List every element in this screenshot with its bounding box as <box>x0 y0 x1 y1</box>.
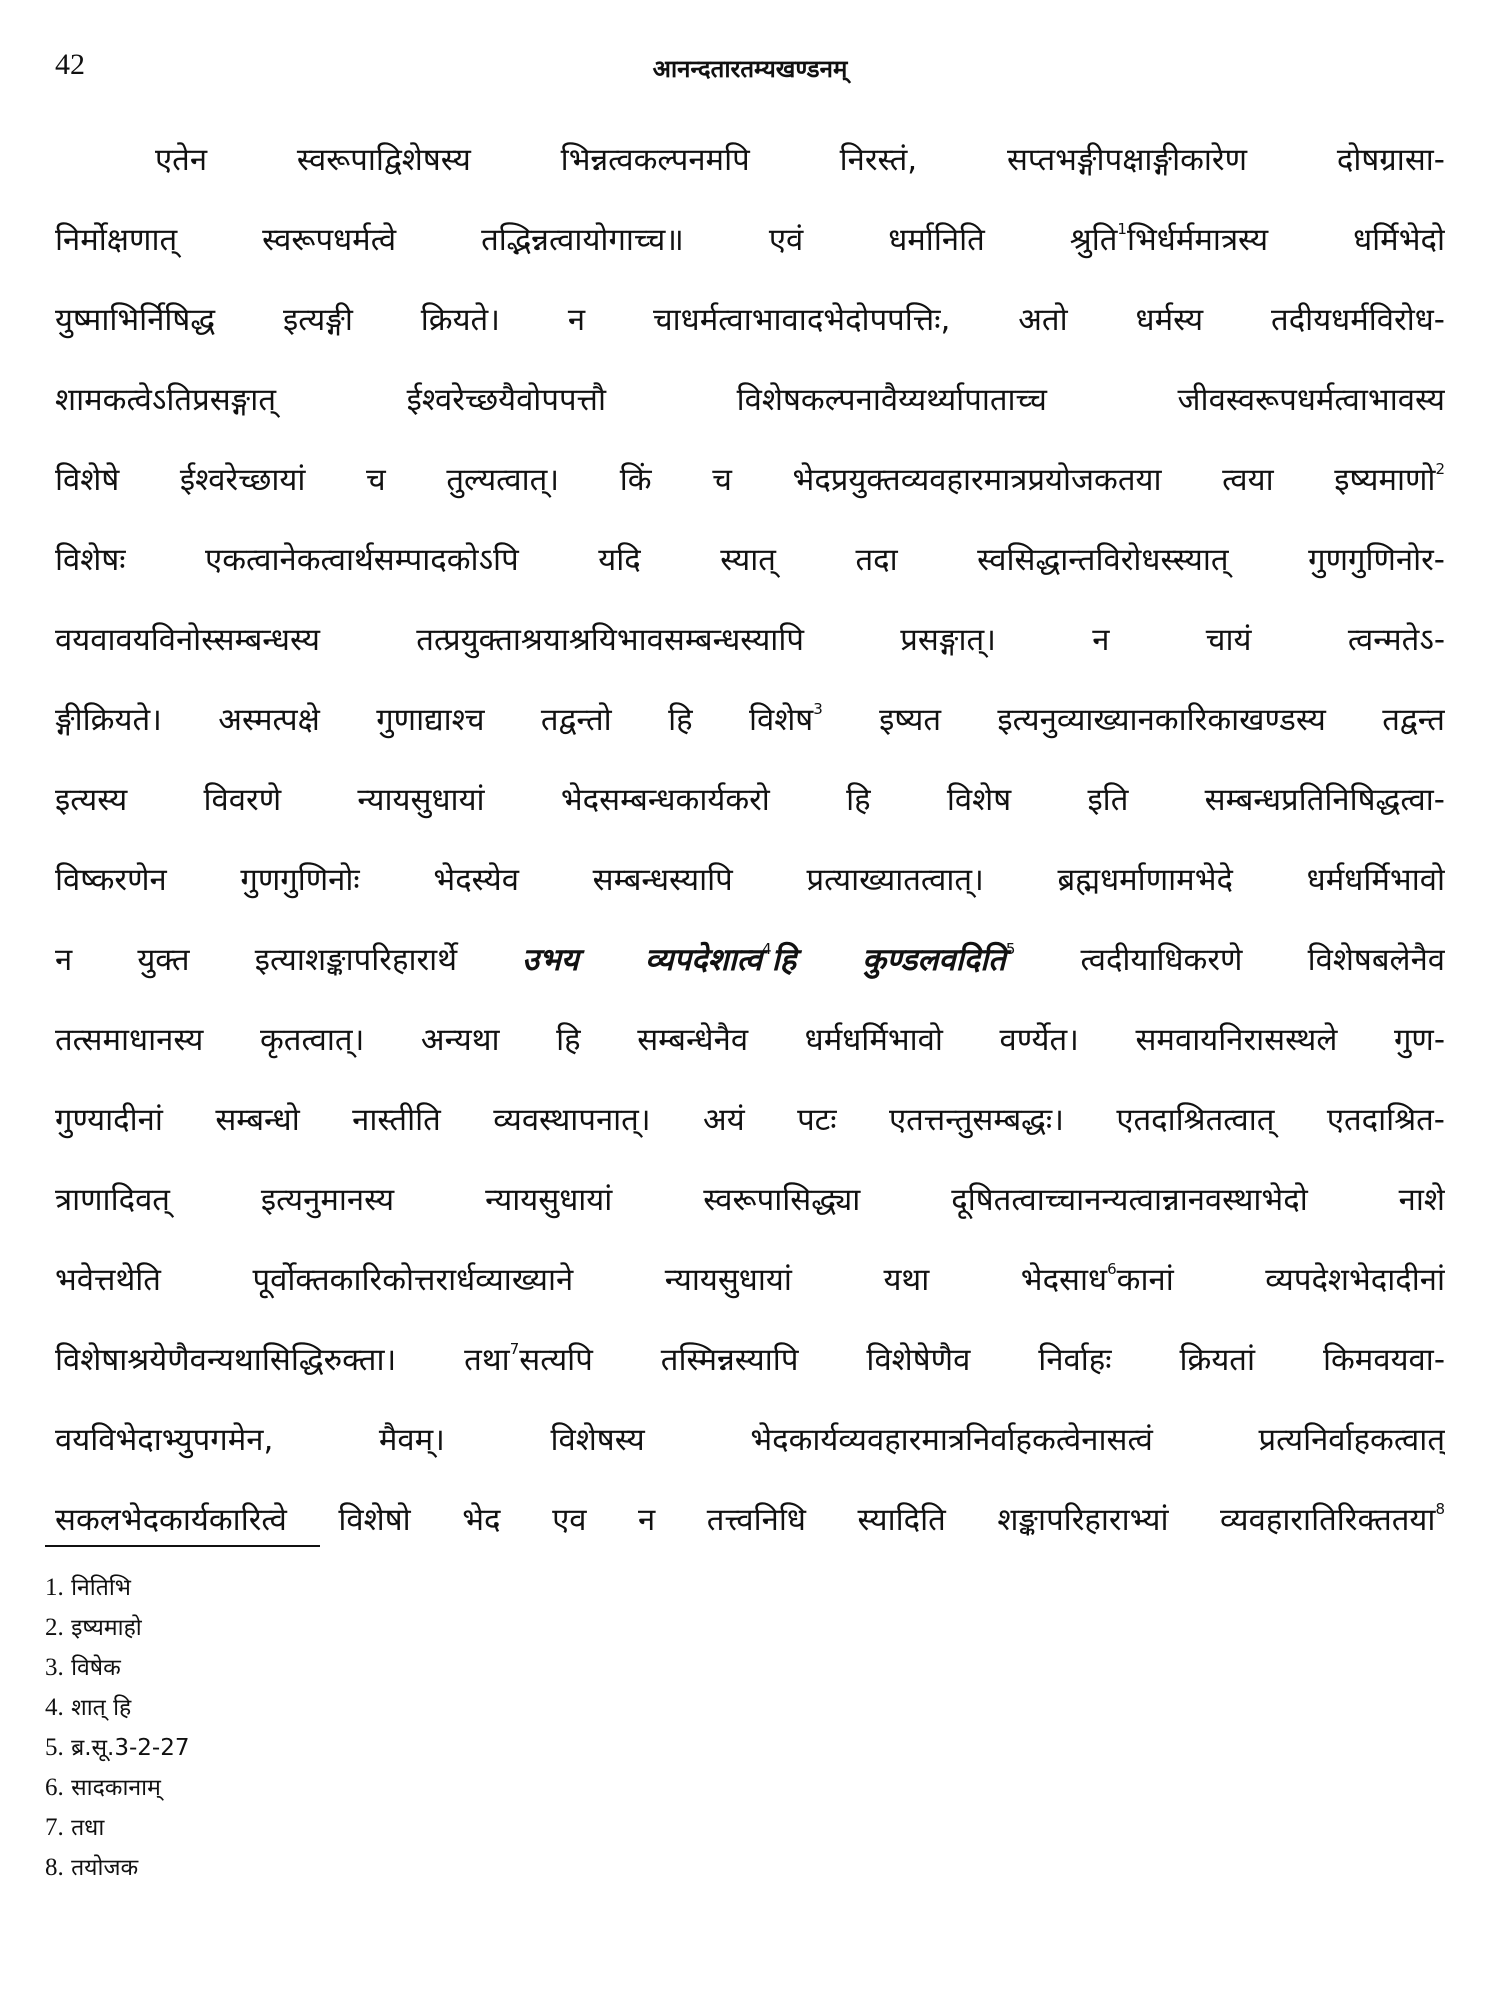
footnote-marker: 6 <box>1107 1260 1117 1278</box>
running-head: आनन्दतारतम्यखण्डनम् <box>652 55 848 83</box>
text-line: शामकत्वेऽतिप्रसङ्गात् ईश्वरेच्छयैवोपपत्तौ विशेषकल्पनावैय्यर्थ्यापाताच्च जीवस्वरूपधर्मत्वाभावस्य <box>55 382 1445 418</box>
text-line: निर्मोक्षणात् स्वरूपधर्मत्वे तद्भिन्नत्वायोगाच्च॥ एवं धर्मानिति श्रुति$^1$भिर्धर्ममात्रस्य धर्मिभेदो <box>55 220 1445 258</box>
footnote-item: 1. नितिभि <box>45 1574 131 1601</box>
footnote-marker: 2 <box>1435 460 1445 478</box>
text-line: त्राणादिवत् इत्यनुमानस्य न्यायसुधायां स्वरूपासिद्ध्या दूषितत्वाच्चानन्यत्वान्नानवस्थाभेदो नाशे <box>55 1182 1445 1218</box>
footnote-marker: 3 <box>813 700 823 718</box>
text-line: विशेषः एकत्वानेकत्वार्थसम्पादकोऽपि यदि स्यात् तदा स्वसिद्धान्तविरोधस्स्यात् गुणगुणिनोर- <box>55 542 1445 578</box>
text-line: एतेन स्वरूपाद्विशेषस्य भिन्नत्वकल्पनमपि निरस्तं, सप्तभङ्गीपक्षाङ्गीकारेण दोषग्रासा- <box>155 142 1445 178</box>
text-line: वयवावयविनोस्सम्बन्धस्य तत्प्रयुक्ताश्रयाश्रयिभावसम्बन्धस्यापि प्रसङ्गात्। न चायं त्वन्मतेऽ- <box>55 622 1445 658</box>
sutra-quote: हि कुण्डलवदिति <box>771 942 1006 978</box>
footnote-item: 5. ब्र.सू.3-2-27 <box>45 1734 190 1761</box>
footnote-item: 4. शात् हि <box>45 1694 132 1721</box>
text-line: विष्करणेन गुणगुणिनोः भेदस्येव सम्बन्धस्यापि प्रत्याख्यातत्वात्। ब्रह्मधर्माणामभेदे धर्मधर्मिभावो <box>55 862 1445 898</box>
text-line: न युक्त इत्याशङ्कापरिहारार्थे उभय व्यपदेशात्व$^4$हि कुण्डलवदिति$^5$ त्वदीयाधिकरणे विशेषबलेनैव <box>55 940 1445 978</box>
text-line: युष्माभिर्निषिद्ध इत्यङ्गी क्रियते। न चाधर्मत्वाभावादभेदोपपत्तिः, अतो धर्मस्य तदीयधर्मविरोध- <box>55 302 1445 338</box>
text-line: तत्समाधानस्य कृतत्वात्। अन्यथा हि सम्बन्धेनैव धर्मधर्मिभावो वर्ण्येत। समवायनिरासस्थले गुण- <box>55 1022 1445 1058</box>
footnote-marker: 8 <box>1435 1500 1445 1518</box>
footnote-list <box>45 1568 645 1888</box>
main-text <box>55 120 1445 1560</box>
footnote-item: 7. तधा <box>45 1814 105 1841</box>
text-line: भवेत्तथेति पूर्वोक्तकारिकोत्तरार्धव्याख्याने न्यायसुधायां यथा भेदसाध$^6$कानां व्यपदेशभेदादीनां <box>55 1260 1445 1298</box>
page-number: 42 <box>55 48 85 81</box>
text-line: विशेषे ईश्वरेच्छायां च तुल्यत्वात्। किं च भेदप्रयुक्तव्यवहारमात्रप्रयोजकतया त्वया इष्यमाणो$^2$ <box>55 460 1445 498</box>
text-line: गुण्यादीनां सम्बन्धो नास्तीति व्यवस्थापनात्। अयं पटः एतत्तन्तुसम्बद्धः। एतदाश्रितत्वात् एतदाश्रित- <box>55 1102 1445 1138</box>
sutra-quote: उभय व्यपदेशात्व <box>522 942 763 978</box>
footnote-marker: 7 <box>509 1340 520 1358</box>
footnote-item: 6. सादकानाम् <box>45 1774 161 1801</box>
text-line: सकलभेदकार्यकारित्वे विशेषो भेद एव न तत्त्वनिधि स्यादिति शङ्कापरिहाराभ्यां व्यवहारातिरिक्ततया$^8$ <box>55 1500 1445 1538</box>
footnote-item: 3. विषेक <box>45 1654 121 1681</box>
footnote-divider <box>45 1545 320 1547</box>
footnote-item: 2. इष्यमाहो <box>45 1614 142 1641</box>
text-line: वयविभेदाभ्युपगमेन, मैवम्। विशेषस्य भेदकार्यव्यवहारमात्रनिर्वाहकत्वेनासत्वं प्रत्यनिर्वाहकत्वात् <box>55 1422 1445 1458</box>
text-line: ङ्गीक्रियते। अस्मत्पक्षे गुणाद्याश्च तद्वन्तो हि विशेष$^3$ इष्यत इत्यनुव्याख्यानकारिकाखण्डस्य तद्वन्त <box>55 700 1445 738</box>
footnote-marker: 5 <box>1005 940 1016 958</box>
footnote-marker: 4 <box>762 940 772 958</box>
footnote-item: 8. तयोजक <box>45 1854 139 1881</box>
text-line: विशेषाश्रयेणैवन्यथासिद्धिरुक्ता। तथा$^7$सत्यपि तस्मिन्नस्यापि विशेषेणैव निर्वाहः क्रियतां किमवयवा- <box>55 1340 1445 1378</box>
text-line: इत्यस्य विवरणे न्यायसुधायां भेदसम्बन्धकार्यकरो हि विशेष इति सम्बन्धप्रतिनिषिद्धत्वा- <box>55 782 1445 818</box>
footnote-marker: 1 <box>1117 220 1127 238</box>
